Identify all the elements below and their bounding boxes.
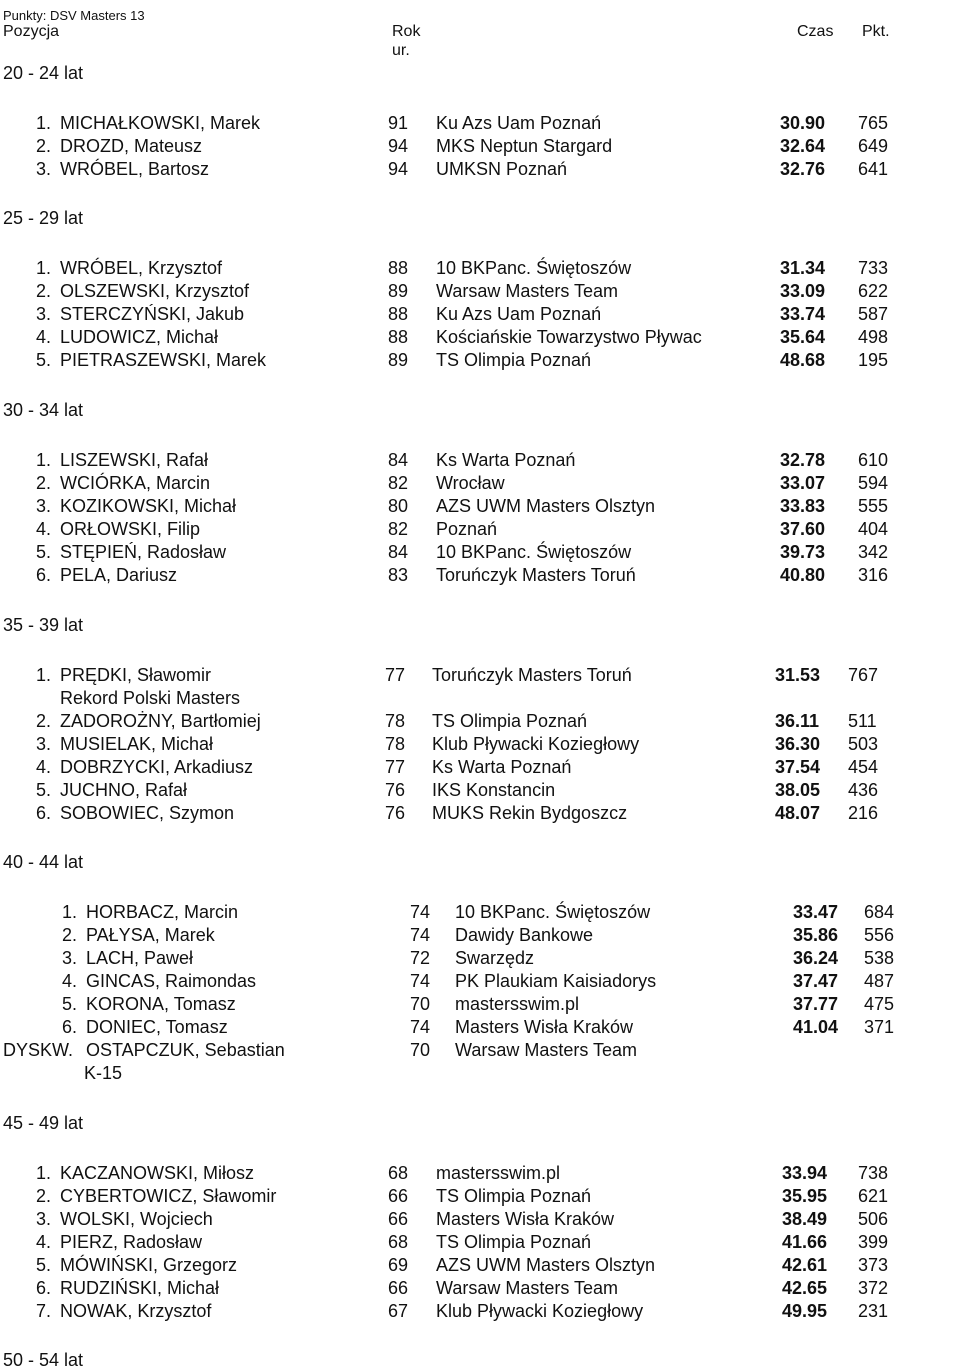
birth-year: 68 (388, 1163, 409, 1183)
club-name: 10 BKPanc. Świętoszów (436, 258, 632, 278)
result-row (0, 902, 960, 925)
birth-year: 66 (388, 1278, 409, 1298)
swimmer-name: DOBRZYCKI, Arkadiusz (60, 757, 254, 777)
result-note: K-15 (84, 1063, 123, 1083)
club-name: Toruńczyk Masters Toruń (436, 565, 636, 585)
result-row (0, 1232, 960, 1255)
result-time: 49.95 (782, 1301, 828, 1321)
birth-year: 74 (410, 1017, 431, 1037)
swimmer-name: MICHAŁKOWSKI, Marek (60, 113, 261, 133)
result-points: 684 (864, 902, 895, 922)
swimmer-name: WOLSKI, Wojciech (60, 1209, 213, 1229)
result-time: 37.77 (793, 994, 839, 1014)
birth-year: 94 (388, 136, 409, 156)
result-time: 48.68 (780, 350, 826, 370)
result-points: 622 (858, 281, 889, 301)
result-time: 36.24 (793, 948, 839, 968)
result-points: 216 (848, 803, 879, 823)
club-name: Kościańskie Towarzystwo Pływac (436, 327, 702, 347)
result-position: 6. (36, 1278, 52, 1298)
swimmer-name: WRÓBEL, Krzysztof (60, 258, 223, 278)
result-time: 35.95 (782, 1186, 828, 1206)
birth-year: 77 (385, 665, 406, 685)
result-row (0, 1301, 960, 1324)
result-row (0, 1186, 960, 1209)
header-points: Pkt. (862, 23, 890, 40)
birth-year: 94 (388, 159, 409, 179)
swimmer-name: PIETRASZEWSKI, Marek (60, 350, 267, 370)
result-time: 33.83 (780, 496, 826, 516)
birth-year: 66 (388, 1209, 409, 1229)
swimmer-name: PELA, Dariusz (60, 565, 178, 585)
header-year: Rok (392, 23, 421, 40)
swimmer-name: RUDZIŃSKI, Michał (60, 1278, 220, 1298)
result-time: 48.07 (775, 803, 821, 823)
swimmer-name: DROZD, Mateusz (60, 136, 203, 156)
club-name: TS Olimpia Poznań (436, 1186, 592, 1206)
swimmer-name: PIERZ, Radosław (60, 1232, 203, 1252)
swimmer-name: WRÓBEL, Bartosz (60, 159, 210, 179)
swimmer-name: JUCHNO, Rafał (60, 780, 188, 800)
result-position: 2. (62, 925, 78, 945)
swimmer-name: NOWAK, Krzysztof (60, 1301, 212, 1321)
result-position: 2. (36, 473, 52, 493)
birth-year: 77 (385, 757, 406, 777)
result-row (0, 711, 960, 734)
birth-year: 78 (385, 711, 406, 731)
header-position: Pozycja (3, 23, 60, 40)
result-points: 231 (858, 1301, 889, 1321)
result-position: 1. (62, 902, 78, 922)
age-category-heading: 50 - 54 lat (3, 1350, 84, 1370)
swimmer-name: LACH, Paweł (86, 948, 194, 968)
result-time: 33.47 (793, 902, 839, 922)
result-points: 556 (864, 925, 895, 945)
club-name: 10 BKPanc. Świętoszów (455, 902, 651, 922)
birth-year: 76 (385, 803, 406, 823)
club-name: Poznań (436, 519, 498, 539)
result-row (0, 519, 960, 542)
result-position: 3. (36, 1209, 52, 1229)
club-name: mastersswim.pl (455, 994, 580, 1014)
birth-year: 67 (388, 1301, 409, 1321)
result-position: 4. (36, 519, 52, 539)
result-time: 36.11 (775, 711, 820, 731)
result-row (0, 113, 960, 136)
result-position: 2. (36, 1186, 52, 1206)
birth-year: 74 (410, 902, 431, 922)
result-row (0, 1040, 960, 1063)
result-time: 32.78 (780, 450, 826, 470)
swimmer-name: HORBACZ, Marcin (86, 902, 239, 922)
club-name: PK Plaukiam Kaisiadorys (455, 971, 657, 991)
result-time: 38.49 (782, 1209, 828, 1229)
birth-year: 68 (388, 1232, 409, 1252)
birth-year: 88 (388, 304, 409, 324)
result-row (0, 994, 960, 1017)
swimmer-name: MUSIELAK, Michał (60, 734, 214, 754)
result-time: 38.05 (775, 780, 821, 800)
result-points: 621 (858, 1186, 889, 1206)
birth-year: 83 (388, 565, 409, 585)
swimmer-name: DONIEC, Tomasz (86, 1017, 228, 1037)
result-row (0, 780, 960, 803)
swimmer-name: LUDOWICZ, Michał (60, 327, 219, 347)
club-name: Toruńczyk Masters Toruń (432, 665, 632, 685)
result-row (0, 757, 960, 780)
result-row (0, 1209, 960, 1232)
age-category-heading: 35 - 39 lat (3, 615, 84, 635)
result-note: Rekord Polski Masters (60, 688, 241, 708)
age-category-heading: 40 - 44 lat (3, 852, 84, 872)
birth-year: 69 (388, 1255, 409, 1275)
result-points: 733 (858, 258, 889, 278)
club-name: Masters Wisła Kraków (455, 1017, 634, 1037)
result-position: 3. (36, 159, 52, 179)
result-points: 371 (864, 1017, 895, 1037)
club-name: Klub Pływacki Koziegłowy (436, 1301, 644, 1321)
result-time: 42.65 (782, 1278, 828, 1298)
club-name: AZS UWM Masters Olsztyn (436, 496, 656, 516)
result-row (0, 1278, 960, 1301)
swimmer-name: STĘPIEŃ, Radosław (60, 542, 227, 562)
result-points: 498 (858, 327, 889, 347)
result-points: 587 (858, 304, 889, 324)
result-points: 538 (864, 948, 895, 968)
swimmer-name: MÓWIŃSKI, Grzegorz (60, 1255, 238, 1275)
result-time: 33.07 (780, 473, 826, 493)
birth-year: 80 (388, 496, 409, 516)
club-name: IKS Konstancin (432, 780, 556, 800)
result-row (0, 1255, 960, 1278)
result-points: 436 (848, 780, 879, 800)
result-position: 1. (36, 258, 52, 278)
result-position: 2. (36, 136, 52, 156)
birth-year: 70 (410, 1040, 431, 1060)
club-name: Warsaw Masters Team (455, 1040, 638, 1060)
result-row (0, 734, 960, 757)
swimmer-name: KORONA, Tomasz (86, 994, 236, 1014)
competition-title: Punkty: DSV Masters 13 (3, 8, 145, 23)
result-points: 487 (864, 971, 895, 991)
result-position: 5. (36, 350, 52, 370)
result-position: 5. (62, 994, 78, 1014)
result-points: 767 (848, 665, 879, 685)
birth-year: 82 (388, 519, 409, 539)
result-row (0, 350, 960, 373)
result-position: 4. (36, 757, 52, 777)
result-points: 555 (858, 496, 889, 516)
club-name: Ks Warta Poznań (436, 450, 576, 470)
club-name: mastersswim.pl (436, 1163, 561, 1183)
birth-year: 70 (410, 994, 431, 1014)
swimmer-name: WCIÓRKA, Marcin (60, 473, 211, 493)
header-time: Czas (797, 23, 834, 40)
result-time: 41.04 (793, 1017, 839, 1037)
club-name: Ku Azs Uam Poznań (436, 304, 602, 324)
result-row (0, 803, 960, 826)
result-points: 316 (858, 565, 889, 585)
birth-year: 82 (388, 473, 409, 493)
birth-year: 84 (388, 450, 409, 470)
result-row (0, 258, 960, 281)
result-row (0, 281, 960, 304)
result-time: 36.30 (775, 734, 821, 754)
result-points: 649 (858, 136, 889, 156)
club-name: TS Olimpia Poznań (432, 711, 588, 731)
result-points: 594 (858, 473, 889, 493)
result-position: 1. (36, 113, 52, 133)
result-row (0, 948, 960, 971)
result-points: 399 (858, 1232, 889, 1252)
birth-year: 89 (388, 281, 409, 301)
result-points: 503 (848, 734, 879, 754)
result-position: 5. (36, 780, 52, 800)
result-time: 32.76 (780, 159, 826, 179)
age-category-heading: 25 - 29 lat (3, 208, 84, 228)
swimmer-name: ORŁOWSKI, Filip (60, 519, 201, 539)
result-row (0, 925, 960, 948)
club-name: Ks Warta Poznań (432, 757, 572, 777)
result-position: 3. (36, 734, 52, 754)
result-position: DYSKW. (3, 1040, 74, 1060)
birth-year: 74 (410, 925, 431, 945)
age-category-heading: 45 - 49 lat (3, 1113, 84, 1133)
birth-year: 91 (388, 113, 409, 133)
result-position: 4. (36, 327, 52, 347)
swimmer-name: PAŁYSA, Marek (86, 925, 215, 945)
result-position: 1. (36, 1163, 52, 1183)
result-row (0, 136, 960, 159)
club-name: Ku Azs Uam Poznań (436, 113, 602, 133)
result-position: 3. (36, 496, 52, 516)
result-points: 765 (858, 113, 889, 133)
result-time: 37.54 (775, 757, 821, 777)
result-points: 506 (858, 1209, 889, 1229)
result-position: 6. (36, 565, 52, 585)
birth-year: 88 (388, 327, 409, 347)
club-name: AZS UWM Masters Olsztyn (436, 1255, 656, 1275)
club-name: Warsaw Masters Team (436, 281, 619, 301)
swimmer-name: PRĘDKI, Sławomir (60, 665, 212, 685)
result-row (0, 542, 960, 565)
result-time: 37.47 (793, 971, 839, 991)
birth-year: 89 (388, 350, 409, 370)
result-points: 195 (858, 350, 889, 370)
result-time: 40.80 (780, 565, 826, 585)
result-time: 30.90 (780, 113, 826, 133)
result-row (0, 159, 960, 182)
result-points: 738 (858, 1163, 889, 1183)
result-row (0, 496, 960, 519)
result-time: 35.64 (780, 327, 826, 347)
result-row (0, 1017, 960, 1040)
club-name: Wrocław (436, 473, 505, 493)
result-time: 35.86 (793, 925, 839, 945)
swimmer-name: CYBERTOWICZ, Sławomir (60, 1186, 277, 1206)
club-name: MKS Neptun Stargard (436, 136, 613, 156)
club-name: TS Olimpia Poznań (436, 350, 592, 370)
result-points: 610 (858, 450, 889, 470)
swimmer-name: KOZIKOWSKI, Michał (60, 496, 237, 516)
result-position: 2. (36, 281, 52, 301)
result-points: 454 (848, 757, 879, 777)
result-position: 5. (36, 542, 52, 562)
club-name: Klub Pływacki Koziegłowy (432, 734, 640, 754)
club-name: Masters Wisła Kraków (436, 1209, 615, 1229)
result-time: 33.94 (782, 1163, 828, 1183)
result-position: 6. (62, 1017, 78, 1037)
result-row (0, 473, 960, 496)
swimmer-name: KACZANOWSKI, Miłosz (60, 1163, 255, 1183)
birth-year: 76 (385, 780, 406, 800)
result-position: 1. (36, 665, 52, 685)
result-position: 1. (36, 450, 52, 470)
result-position: 2. (36, 711, 52, 731)
result-time: 39.73 (780, 542, 826, 562)
result-position: 6. (36, 803, 52, 823)
club-name: UMKSN Poznań (436, 159, 568, 179)
result-points: 475 (864, 994, 895, 1014)
swimmer-name: LISZEWSKI, Rafał (60, 450, 209, 470)
birth-year: 72 (410, 948, 431, 968)
result-points: 511 (848, 711, 877, 731)
result-row (0, 971, 960, 994)
result-time: 41.66 (782, 1232, 828, 1252)
swimmer-name: GINCAS, Raimondas (86, 971, 257, 991)
result-row (0, 565, 960, 588)
result-time: 42.61 (782, 1255, 828, 1275)
age-category-heading: 20 - 24 lat (3, 63, 84, 83)
birth-year: 78 (385, 734, 406, 754)
result-row (0, 327, 960, 350)
result-row (0, 1163, 960, 1186)
swimmer-name: OLSZEWSKI, Krzysztof (60, 281, 250, 301)
result-position: 4. (36, 1232, 52, 1252)
birth-year: 74 (410, 971, 431, 991)
swimmer-name: STERCZYŃSKI, Jakub (60, 304, 245, 324)
birth-year: 88 (388, 258, 409, 278)
result-time: 33.74 (780, 304, 826, 324)
result-row (0, 665, 960, 688)
club-name: MUKS Rekin Bydgoszcz (432, 803, 628, 823)
result-time: 31.34 (780, 258, 826, 278)
result-row (0, 304, 960, 327)
result-time: 33.09 (780, 281, 826, 301)
result-time: 37.60 (780, 519, 826, 539)
club-name: Swarzędz (455, 948, 535, 968)
result-position: 5. (36, 1255, 52, 1275)
result-points: 373 (858, 1255, 889, 1275)
club-name: Warsaw Masters Team (436, 1278, 619, 1298)
swimmer-name: SOBOWIEC, Szymon (60, 803, 235, 823)
result-points: 342 (858, 542, 889, 562)
age-category-heading: 30 - 34 lat (3, 400, 84, 420)
result-row (0, 450, 960, 473)
result-points: 641 (858, 159, 889, 179)
club-name: TS Olimpia Poznań (436, 1232, 592, 1252)
result-position: 3. (62, 948, 78, 968)
swimmer-name: OSTAPCZUK, Sebastian (86, 1040, 285, 1060)
club-name: Dawidy Bankowe (455, 925, 594, 945)
result-time: 32.64 (780, 136, 826, 156)
club-name: 10 BKPanc. Świętoszów (436, 542, 632, 562)
swimmer-name: ZADOROŻNY, Bartłomiej (60, 711, 261, 731)
result-points: 404 (858, 519, 889, 539)
result-position: 4. (62, 971, 78, 991)
birth-year: 66 (388, 1186, 409, 1206)
header-year-suffix: ur. (392, 42, 410, 59)
result-position: 7. (36, 1301, 52, 1321)
birth-year: 84 (388, 542, 409, 562)
result-time: 31.53 (775, 665, 821, 685)
result-position: 3. (36, 304, 52, 324)
result-points: 372 (858, 1278, 889, 1298)
